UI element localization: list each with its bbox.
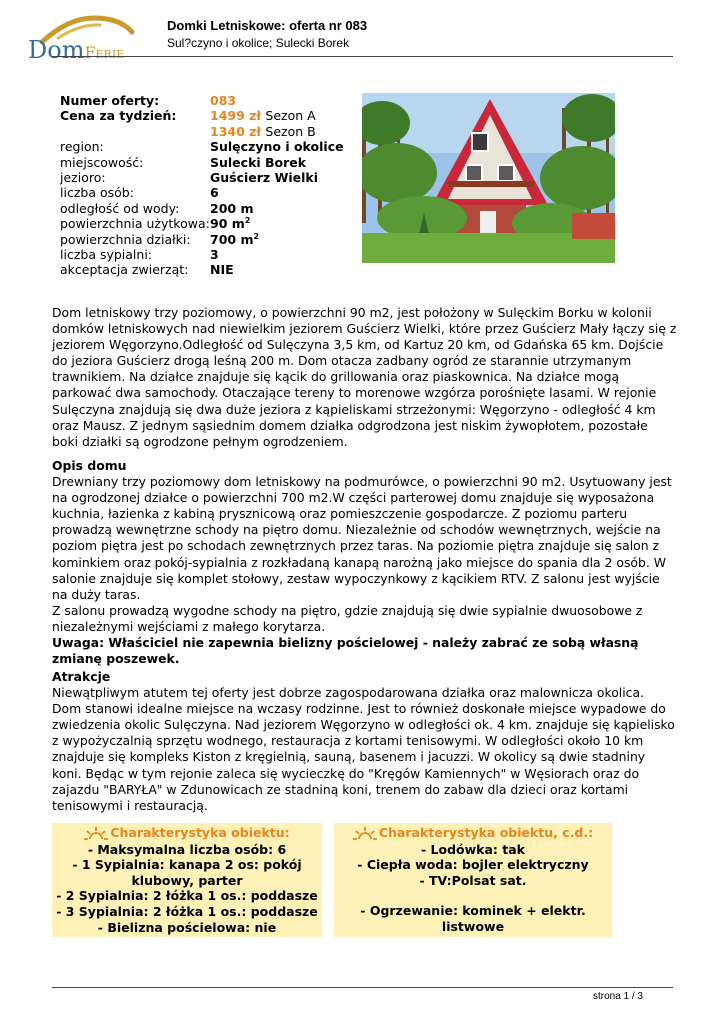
characteristic-item: - Ciepła woda: bojler elektryczny	[357, 857, 589, 873]
guests-label: liczba osób:	[60, 185, 134, 201]
price-season-b: 1340 zł	[210, 123, 262, 139]
bedrooms-value: 3	[210, 247, 219, 263]
offer-number-label: Numer oferty:	[60, 93, 160, 108]
characteristic-item: - 2 Sypialnia: 2 łóżka 1 os.: poddasze	[56, 888, 318, 904]
water-distance-value: 200 m	[210, 200, 254, 216]
house-section	[52, 458, 677, 667]
usable-area-unit-exp: 2	[244, 216, 251, 226]
domferie-logo	[28, 14, 148, 74]
bedrooms-label: liczba sypialni:	[60, 247, 153, 263]
characteristics-box	[52, 823, 322, 937]
lake-label: jezioro:	[60, 170, 106, 186]
pets-value: NIE	[210, 262, 234, 278]
usable-area-value: 90 m	[210, 216, 245, 232]
page-number: strona 1 / 3	[592, 991, 643, 1002]
characteristic-item: - 3 Sypialnia: 2 łóżka 1 os.: poddasze	[56, 903, 318, 919]
attractions-section	[52, 669, 677, 814]
characteristic-item: - Bielizna pościelowa: nie	[97, 919, 277, 935]
header-divider	[52, 56, 673, 57]
document-subtitle: Sul?czyno i okolice; Sulecki Borek	[167, 36, 350, 50]
characteristics-title: Charakterystyka obiektu:	[110, 825, 290, 840]
offer-details	[60, 93, 344, 278]
attractions-heading: Atrakcje	[52, 669, 111, 684]
pets-label: akceptacja zwierząt:	[60, 262, 189, 278]
house-photo	[362, 93, 615, 263]
logo-second-text: Ferie	[84, 43, 125, 62]
house-warning: Uwaga: Właściciel nie zapewnia bielizny pościelowej - należy zabrać ze sobą własną zmianę poszewek.	[52, 635, 639, 667]
characteristics-continued-box	[334, 823, 612, 937]
characteristic-item: - Ogrzewanie: kominek + elektr.	[360, 903, 586, 919]
guests-value: 6	[210, 185, 219, 201]
characteristics-continued-title: Charakterystyka obiektu, c.d.:	[378, 825, 594, 840]
price-label: Cena za tydzień:	[60, 108, 177, 124]
house-paragraph-2: Z salonu prowadzą wygodne schody na piętro, gdzie znajdują się dwie sypialnie dwuosobowe z niezależnymi wejściami z małego korytarza.	[52, 602, 643, 634]
sun-icon	[84, 826, 108, 840]
characteristic-item: listwowe	[441, 918, 505, 934]
plot-area-unit-exp: 2	[253, 231, 260, 241]
region-label: region:	[60, 139, 104, 155]
usable-area-label: powierzchnia użytkowa:	[60, 216, 210, 232]
footer-divider	[52, 987, 673, 988]
logo-main-text: Dom	[28, 36, 85, 64]
season-a-label: Sezon A	[265, 108, 316, 124]
house-heading: Opis domu	[52, 458, 127, 473]
sun-icon	[353, 826, 377, 840]
offer-number-value: 083	[210, 93, 237, 108]
season-b-label: Sezon B	[265, 123, 316, 139]
water-distance-label: odległość od wody:	[60, 200, 180, 216]
house-paragraph-1: Drewniany trzy poziomowy dom letniskowy na podmurówce, o powierzchni 90 m2. Usytuowany jest na ogrodzonej działce o powierzchni 700 m2.W części parterowej domu znajduje się wyposażona kuchnia, łazienka z kabiną prysznicową oraz pomieszczenie gospodarcze. Z poziomu parteru prowadzą wewnętrzne schody na piętro domu. Niezależnie od schodów wewnętrznych, wejście na poziom piętra jest po schodach zewnętrznych przez taras. Na poziomie piętra znajduje się salon z kominkiem oraz pokój-sypialnia z rozkładaną kanapą narożną jako miejsce do spania dla 2 osób. W salonie znajduje się komplet stołowy, zestaw wypoczynkowy z kącikiem RTV. Z salonu jest wyjście na duży taras.	[52, 474, 672, 602]
region-value: Sulęczyno i okolice	[210, 139, 344, 155]
characteristic-item: - 1 Sypialnia: kanapa 2 os: pokój	[72, 857, 302, 873]
description-section	[52, 305, 677, 450]
lake-value: Guścierz Wielki	[210, 170, 318, 186]
attractions-text: Niewątpliwym atutem tej oferty jest dobrze zagospodarowana działka oraz malownicza okolica. Dom stanowi idealne miejsce na wczasy rodzinne. Jest to również doskonałe miejsce wypadowe do zwiedzenia okolic Sulęczyna. Nad jeziorem Węgorzyno w odległości ok. 4 km. znajduje się kąpielisko z wypożyczalnią sprzętu wodnego, restauracja z kortami tenisowymi. W odległości około 10 km znajduje się kompleks Kiston z kręgielnią, sauną, basenem i jacuzzi. W okolicy są dwie stadniny koni. Będąc w tym rejonie zaleca się wycieczkę do "Kręgów Kamiennych" w Węsiorach oraz do zajazdu "BARYŁA" w Zdunowicach ze stadniną koni, trenem do zabaw dla dzieci oraz kortami tenisowymi i restauracją.	[52, 685, 675, 813]
plot-area-label: powierzchnia działki:	[60, 231, 191, 247]
characteristic-item: klubowy, parter	[131, 872, 243, 888]
characteristic-item: - TV:Polsat sat.	[419, 872, 527, 888]
characteristic-item: - Maksymalna liczba osób: 6	[87, 841, 287, 857]
town-value: Sulecki Borek	[210, 154, 307, 170]
town-label: miejscowość:	[60, 154, 144, 170]
description-text: Dom letniskowy trzy poziomowy, o powierzchni 90 m2, jest położony w Sulęckim Borku w kolonii domków letniskowych nad niewielkim jeziorem Guścierz Wielki, które przez Guścierz Mały łączy się z jeziorem Węgorzyno.Odległość od Sulęczyna 3,5 km, od Kartuz 20 km, od Gdańska 65 km. Dojście do jeziora Guścierz drogą leśną 200 m. Dom otacza zadbany ogród ze starannie utrzymanym trawnikiem. Na działce znajduje się kącik do grillowania oraz piaskownica. Na działce mogą parkować dwa samochody. Otaczające tereny to morenowe wzgórza porośnięte lasami. W rejonie Sulęczyna znajdują się dwa duże jeziora z kąpieliskami strzeżonymi: Węgorzyno - odległość 4 km oraz Mausz. Z jednym sąsiednim domem działka odgrodzona jest niskim żywopłotem, pozostałe boki działki są ogrodzone pełnym ogrodzeniem.	[52, 305, 677, 449]
document-title: Domki Letniskowe: oferta nr 083	[167, 18, 368, 33]
plot-area-value: 700 m	[210, 231, 254, 247]
price-season-a: 1499 zł	[210, 108, 262, 124]
characteristic-item: - Lodówka: tak	[421, 841, 525, 857]
